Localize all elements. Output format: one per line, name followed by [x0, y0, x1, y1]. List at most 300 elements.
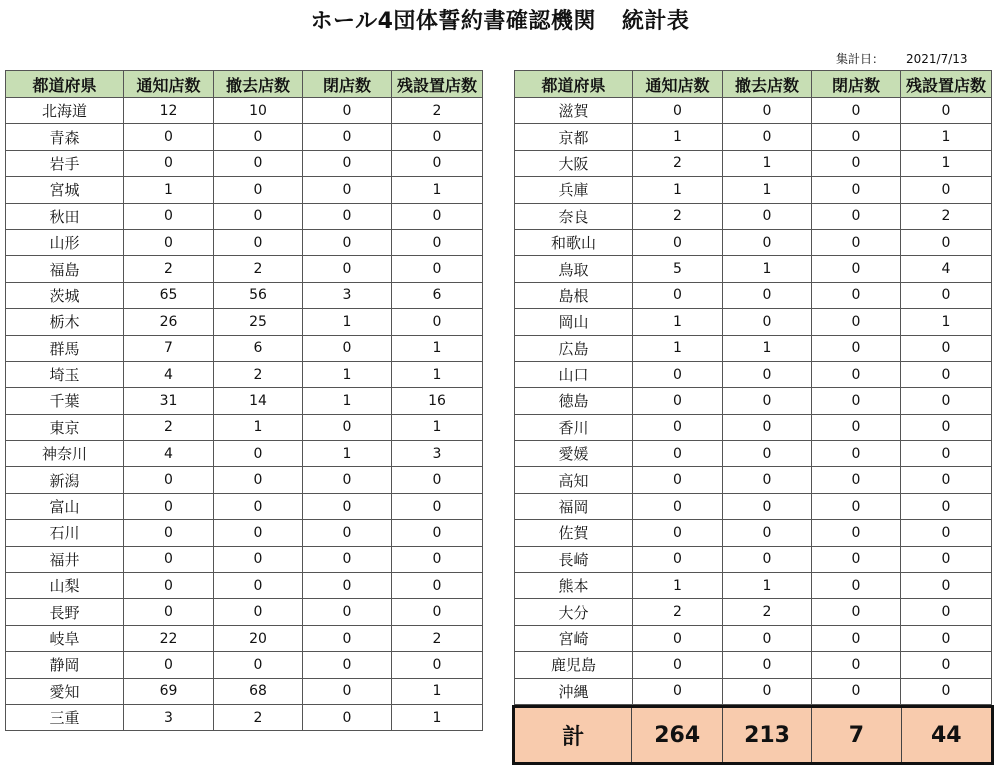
- removed-cell: 0: [214, 124, 303, 150]
- header-row: [6, 71, 483, 98]
- table-row: [515, 652, 992, 678]
- table-row: [515, 124, 992, 150]
- closed-cell: 0: [812, 467, 901, 493]
- removed-cell: 68: [214, 678, 303, 704]
- header-prefecture: 都道府県: [515, 71, 633, 98]
- table-row: [6, 361, 483, 387]
- table-row: [515, 678, 992, 704]
- removed-cell: 0: [723, 309, 812, 335]
- removed-cell: 0: [723, 467, 812, 493]
- table-row: [6, 414, 483, 440]
- removed-cell: 0: [723, 388, 812, 414]
- closed-cell: 0: [303, 203, 392, 229]
- table-row: [515, 467, 992, 493]
- notified-cell: 5: [633, 256, 723, 282]
- closed-cell: 0: [812, 150, 901, 176]
- table-row: [6, 441, 483, 467]
- remaining-cell: 1: [901, 124, 992, 150]
- remaining-cell: 0: [392, 150, 483, 176]
- closed-cell: 0: [812, 573, 901, 599]
- notified-cell: 69: [124, 678, 214, 704]
- table-row: [6, 256, 483, 282]
- remaining-cell: 0: [901, 98, 992, 124]
- prefecture-cell: 高知: [515, 467, 633, 493]
- date-label: 集計日：: [836, 52, 885, 66]
- notified-cell: 2: [124, 414, 214, 440]
- closed-cell: 1: [303, 309, 392, 335]
- table-row: [515, 98, 992, 124]
- table-row: [6, 652, 483, 678]
- notified-cell: 0: [633, 282, 723, 308]
- table-row: [515, 414, 992, 440]
- remaining-cell: 0: [901, 652, 992, 678]
- closed-cell: 0: [303, 625, 392, 651]
- prefecture-cell: 山口: [515, 361, 633, 387]
- notified-cell: 1: [633, 335, 723, 361]
- total-row-table: [512, 705, 994, 765]
- table-row: [515, 388, 992, 414]
- remaining-cell: 0: [901, 625, 992, 651]
- prefecture-cell: 秋田: [6, 203, 124, 229]
- removed-cell: 0: [214, 599, 303, 625]
- removed-cell: 0: [723, 441, 812, 467]
- remaining-cell: 0: [392, 124, 483, 150]
- prefecture-cell: 青森: [6, 124, 124, 150]
- closed-cell: 0: [303, 414, 392, 440]
- prefecture-cell: 岡山: [515, 309, 633, 335]
- closed-cell: 0: [812, 678, 901, 704]
- removed-cell: 0: [723, 98, 812, 124]
- notified-cell: 0: [633, 388, 723, 414]
- prefecture-cell: 福井: [6, 546, 124, 572]
- prefecture-cell: 佐賀: [515, 520, 633, 546]
- remaining-cell: 6: [392, 282, 483, 308]
- table-row: [515, 493, 992, 519]
- notified-cell: 0: [124, 150, 214, 176]
- remaining-cell: 0: [392, 652, 483, 678]
- prefecture-cell: 新潟: [6, 467, 124, 493]
- remaining-cell: 0: [392, 256, 483, 282]
- page-title: [0, 4, 1000, 35]
- closed-cell: 0: [812, 388, 901, 414]
- remaining-cell: 1: [392, 361, 483, 387]
- closed-cell: 0: [303, 599, 392, 625]
- total-label: 計: [514, 707, 632, 764]
- table-row: [6, 98, 483, 124]
- removed-cell: 2: [214, 704, 303, 730]
- prefecture-cell: 鳥取: [515, 256, 633, 282]
- remaining-cell: 1: [901, 309, 992, 335]
- notified-cell: 4: [124, 441, 214, 467]
- total-remaining: 44: [901, 707, 992, 764]
- closed-cell: 0: [812, 520, 901, 546]
- removed-cell: 25: [214, 309, 303, 335]
- notified-cell: 0: [124, 124, 214, 150]
- right-stats-table: [514, 70, 992, 705]
- remaining-cell: 0: [392, 309, 483, 335]
- table-row: [515, 256, 992, 282]
- notified-cell: 0: [633, 678, 723, 704]
- notified-cell: 0: [633, 546, 723, 572]
- closed-cell: 0: [812, 177, 901, 203]
- closed-cell: 0: [303, 98, 392, 124]
- remaining-cell: 0: [901, 467, 992, 493]
- notified-cell: 0: [124, 652, 214, 678]
- closed-cell: 1: [303, 441, 392, 467]
- table-row: [515, 309, 992, 335]
- remaining-cell: 0: [392, 229, 483, 255]
- table-row: [6, 573, 483, 599]
- title-sub: 統計表: [621, 9, 690, 34]
- removed-cell: 0: [214, 467, 303, 493]
- remaining-cell: 0: [901, 493, 992, 519]
- closed-cell: 0: [812, 98, 901, 124]
- removed-cell: 6: [214, 335, 303, 361]
- notified-cell: 0: [124, 203, 214, 229]
- remaining-cell: 0: [392, 203, 483, 229]
- prefecture-cell: 富山: [6, 493, 124, 519]
- table-row: [6, 124, 483, 150]
- notified-cell: 65: [124, 282, 214, 308]
- prefecture-cell: 愛知: [6, 678, 124, 704]
- table-row: [515, 573, 992, 599]
- removed-cell: 0: [723, 282, 812, 308]
- removed-cell: 0: [214, 229, 303, 255]
- prefecture-cell: 茨城: [6, 282, 124, 308]
- notified-cell: 0: [633, 441, 723, 467]
- notified-cell: 1: [633, 177, 723, 203]
- closed-cell: 0: [303, 467, 392, 493]
- total-row: [514, 707, 993, 764]
- remaining-cell: 1: [901, 150, 992, 176]
- closed-cell: 0: [303, 678, 392, 704]
- table-row: [6, 309, 483, 335]
- prefecture-cell: 宮崎: [515, 625, 633, 651]
- table-row: [515, 520, 992, 546]
- remaining-cell: 2: [392, 98, 483, 124]
- remaining-cell: 0: [392, 493, 483, 519]
- removed-cell: 10: [214, 98, 303, 124]
- closed-cell: 0: [303, 652, 392, 678]
- removed-cell: 0: [214, 203, 303, 229]
- header-remaining: 残設置店数: [901, 71, 992, 98]
- closed-cell: 0: [303, 704, 392, 730]
- prefecture-cell: 埼玉: [6, 361, 124, 387]
- header-closed: 閉店数: [303, 71, 392, 98]
- notified-cell: 0: [633, 625, 723, 651]
- notified-cell: 2: [124, 256, 214, 282]
- header-closed: 閉店数: [812, 71, 901, 98]
- removed-cell: 1: [723, 335, 812, 361]
- notified-cell: 1: [124, 177, 214, 203]
- closed-cell: 0: [812, 256, 901, 282]
- table-row: [6, 625, 483, 651]
- prefecture-cell: 山梨: [6, 573, 124, 599]
- removed-cell: 0: [214, 546, 303, 572]
- closed-cell: 0: [303, 493, 392, 519]
- prefecture-cell: 石川: [6, 520, 124, 546]
- prefecture-cell: 広島: [515, 335, 633, 361]
- prefecture-cell: 滋賀: [515, 98, 633, 124]
- notified-cell: 4: [124, 361, 214, 387]
- prefecture-cell: 徳島: [515, 388, 633, 414]
- table-row: [6, 467, 483, 493]
- removed-cell: 0: [723, 678, 812, 704]
- remaining-cell: 0: [901, 441, 992, 467]
- notified-cell: 0: [633, 361, 723, 387]
- prefecture-cell: 岩手: [6, 150, 124, 176]
- table-row: [515, 599, 992, 625]
- header-notified: 通知店数: [633, 71, 723, 98]
- prefecture-cell: 和歌山: [515, 229, 633, 255]
- notified-cell: 12: [124, 98, 214, 124]
- prefecture-cell: 兵庫: [515, 177, 633, 203]
- prefecture-cell: 福島: [6, 256, 124, 282]
- table-row: [6, 704, 483, 730]
- closed-cell: 0: [303, 573, 392, 599]
- header-prefecture: 都道府県: [6, 71, 124, 98]
- removed-cell: 0: [214, 652, 303, 678]
- notified-cell: 26: [124, 309, 214, 335]
- notified-cell: 2: [633, 599, 723, 625]
- notified-cell: 0: [124, 573, 214, 599]
- prefecture-cell: 福岡: [515, 493, 633, 519]
- remaining-cell: 0: [901, 573, 992, 599]
- removed-cell: 0: [723, 203, 812, 229]
- notified-cell: 1: [633, 309, 723, 335]
- notified-cell: 0: [633, 520, 723, 546]
- table-row: [6, 177, 483, 203]
- header-removed: 撤去店数: [214, 71, 303, 98]
- left-stats-table: [5, 70, 483, 731]
- closed-cell: 3: [303, 282, 392, 308]
- remaining-cell: 0: [901, 177, 992, 203]
- closed-cell: 0: [812, 414, 901, 440]
- remaining-cell: 1: [392, 704, 483, 730]
- prefecture-cell: 大分: [515, 599, 633, 625]
- removed-cell: 0: [723, 652, 812, 678]
- aggregation-date: [836, 50, 968, 67]
- notified-cell: 2: [633, 203, 723, 229]
- remaining-cell: 0: [901, 361, 992, 387]
- removed-cell: 0: [214, 177, 303, 203]
- prefecture-cell: 三重: [6, 704, 124, 730]
- notified-cell: 0: [633, 229, 723, 255]
- prefecture-cell: 島根: [515, 282, 633, 308]
- closed-cell: 0: [812, 124, 901, 150]
- removed-cell: 0: [723, 546, 812, 572]
- removed-cell: 0: [723, 493, 812, 519]
- table-row: [6, 520, 483, 546]
- removed-cell: 1: [723, 256, 812, 282]
- closed-cell: 0: [303, 150, 392, 176]
- remaining-cell: 16: [392, 388, 483, 414]
- table-row: [6, 493, 483, 519]
- prefecture-cell: 愛媛: [515, 441, 633, 467]
- notified-cell: 7: [124, 335, 214, 361]
- removed-cell: 0: [723, 229, 812, 255]
- table-row: [515, 282, 992, 308]
- prefecture-cell: 鹿児島: [515, 652, 633, 678]
- remaining-cell: 1: [392, 678, 483, 704]
- prefecture-cell: 静岡: [6, 652, 124, 678]
- prefecture-cell: 京都: [515, 124, 633, 150]
- closed-cell: 0: [303, 229, 392, 255]
- prefecture-cell: 東京: [6, 414, 124, 440]
- table-row: [515, 361, 992, 387]
- closed-cell: 0: [812, 599, 901, 625]
- table-row: [515, 546, 992, 572]
- remaining-cell: 2: [901, 203, 992, 229]
- header-removed: 撤去店数: [723, 71, 812, 98]
- table-row: [6, 546, 483, 572]
- removed-cell: 1: [214, 414, 303, 440]
- notified-cell: 1: [633, 124, 723, 150]
- table-row: [6, 150, 483, 176]
- remaining-cell: 2: [392, 625, 483, 651]
- table-row: [515, 441, 992, 467]
- prefecture-cell: 長崎: [515, 546, 633, 572]
- closed-cell: 0: [303, 256, 392, 282]
- remaining-cell: 0: [392, 573, 483, 599]
- remaining-cell: 0: [901, 282, 992, 308]
- notified-cell: 0: [633, 414, 723, 440]
- total-removed: 213: [722, 707, 811, 764]
- total-notified: 264: [632, 707, 722, 764]
- removed-cell: 0: [214, 493, 303, 519]
- removed-cell: 0: [723, 361, 812, 387]
- date-value: 2021/7/13: [906, 52, 968, 66]
- remaining-cell: 0: [392, 467, 483, 493]
- closed-cell: 0: [812, 441, 901, 467]
- remaining-cell: 0: [901, 546, 992, 572]
- notified-cell: 0: [124, 546, 214, 572]
- notified-cell: 2: [633, 150, 723, 176]
- notified-cell: 1: [633, 573, 723, 599]
- header-row: [515, 71, 992, 98]
- closed-cell: 0: [812, 652, 901, 678]
- remaining-cell: 0: [392, 546, 483, 572]
- remaining-cell: 0: [901, 229, 992, 255]
- remaining-cell: 0: [392, 599, 483, 625]
- prefecture-cell: 香川: [515, 414, 633, 440]
- table-row: [515, 335, 992, 361]
- closed-cell: 0: [812, 229, 901, 255]
- notified-cell: 0: [633, 98, 723, 124]
- removed-cell: 0: [214, 150, 303, 176]
- removed-cell: 0: [214, 520, 303, 546]
- prefecture-cell: 岐阜: [6, 625, 124, 651]
- header-notified: 通知店数: [124, 71, 214, 98]
- notified-cell: 0: [633, 493, 723, 519]
- closed-cell: 0: [812, 493, 901, 519]
- notified-cell: 0: [124, 467, 214, 493]
- total-closed: 7: [812, 707, 901, 764]
- table-row: [6, 282, 483, 308]
- removed-cell: 0: [723, 520, 812, 546]
- closed-cell: 0: [303, 124, 392, 150]
- prefecture-cell: 沖縄: [515, 678, 633, 704]
- notified-cell: 31: [124, 388, 214, 414]
- closed-cell: 0: [812, 361, 901, 387]
- notified-cell: 0: [124, 599, 214, 625]
- notified-cell: 3: [124, 704, 214, 730]
- closed-cell: 0: [812, 203, 901, 229]
- table-row: [515, 203, 992, 229]
- prefecture-cell: 千葉: [6, 388, 124, 414]
- remaining-cell: 0: [901, 599, 992, 625]
- remaining-cell: 1: [392, 335, 483, 361]
- remaining-cell: 4: [901, 256, 992, 282]
- notified-cell: 0: [633, 652, 723, 678]
- removed-cell: 1: [723, 573, 812, 599]
- closed-cell: 0: [303, 546, 392, 572]
- removed-cell: 1: [723, 150, 812, 176]
- remaining-cell: 0: [901, 335, 992, 361]
- prefecture-cell: 熊本: [515, 573, 633, 599]
- removed-cell: 0: [214, 441, 303, 467]
- prefecture-cell: 奈良: [515, 203, 633, 229]
- removed-cell: 1: [723, 177, 812, 203]
- closed-cell: 0: [812, 282, 901, 308]
- header-remaining: 残設置店数: [392, 71, 483, 98]
- table-row: [515, 150, 992, 176]
- removed-cell: 0: [723, 124, 812, 150]
- remaining-cell: 0: [901, 520, 992, 546]
- removed-cell: 2: [214, 361, 303, 387]
- prefecture-cell: 長野: [6, 599, 124, 625]
- prefecture-cell: 北海道: [6, 98, 124, 124]
- notified-cell: 0: [124, 493, 214, 519]
- closed-cell: 1: [303, 388, 392, 414]
- prefecture-cell: 神奈川: [6, 441, 124, 467]
- removed-cell: 20: [214, 625, 303, 651]
- remaining-cell: 0: [392, 520, 483, 546]
- table-row: [6, 599, 483, 625]
- prefecture-cell: 大阪: [515, 150, 633, 176]
- closed-cell: 0: [812, 335, 901, 361]
- removed-cell: 0: [214, 573, 303, 599]
- table-row: [6, 203, 483, 229]
- closed-cell: 1: [303, 361, 392, 387]
- closed-cell: 0: [812, 546, 901, 572]
- table-row: [6, 388, 483, 414]
- remaining-cell: 0: [901, 678, 992, 704]
- notified-cell: 22: [124, 625, 214, 651]
- removed-cell: 2: [214, 256, 303, 282]
- removed-cell: 0: [723, 625, 812, 651]
- prefecture-cell: 宮城: [6, 177, 124, 203]
- table-row: [515, 229, 992, 255]
- removed-cell: 2: [723, 599, 812, 625]
- remaining-cell: 0: [901, 414, 992, 440]
- prefecture-cell: 山形: [6, 229, 124, 255]
- closed-cell: 0: [303, 520, 392, 546]
- removed-cell: 0: [723, 414, 812, 440]
- title-main: ホール4団体誓約書確認機関: [310, 9, 596, 34]
- prefecture-cell: 栃木: [6, 309, 124, 335]
- table-row: [6, 229, 483, 255]
- remaining-cell: 1: [392, 414, 483, 440]
- remaining-cell: 1: [392, 177, 483, 203]
- table-row: [515, 625, 992, 651]
- prefecture-cell: 群馬: [6, 335, 124, 361]
- remaining-cell: 3: [392, 441, 483, 467]
- removed-cell: 56: [214, 282, 303, 308]
- closed-cell: 0: [812, 625, 901, 651]
- remaining-cell: 0: [901, 388, 992, 414]
- notified-cell: 0: [124, 229, 214, 255]
